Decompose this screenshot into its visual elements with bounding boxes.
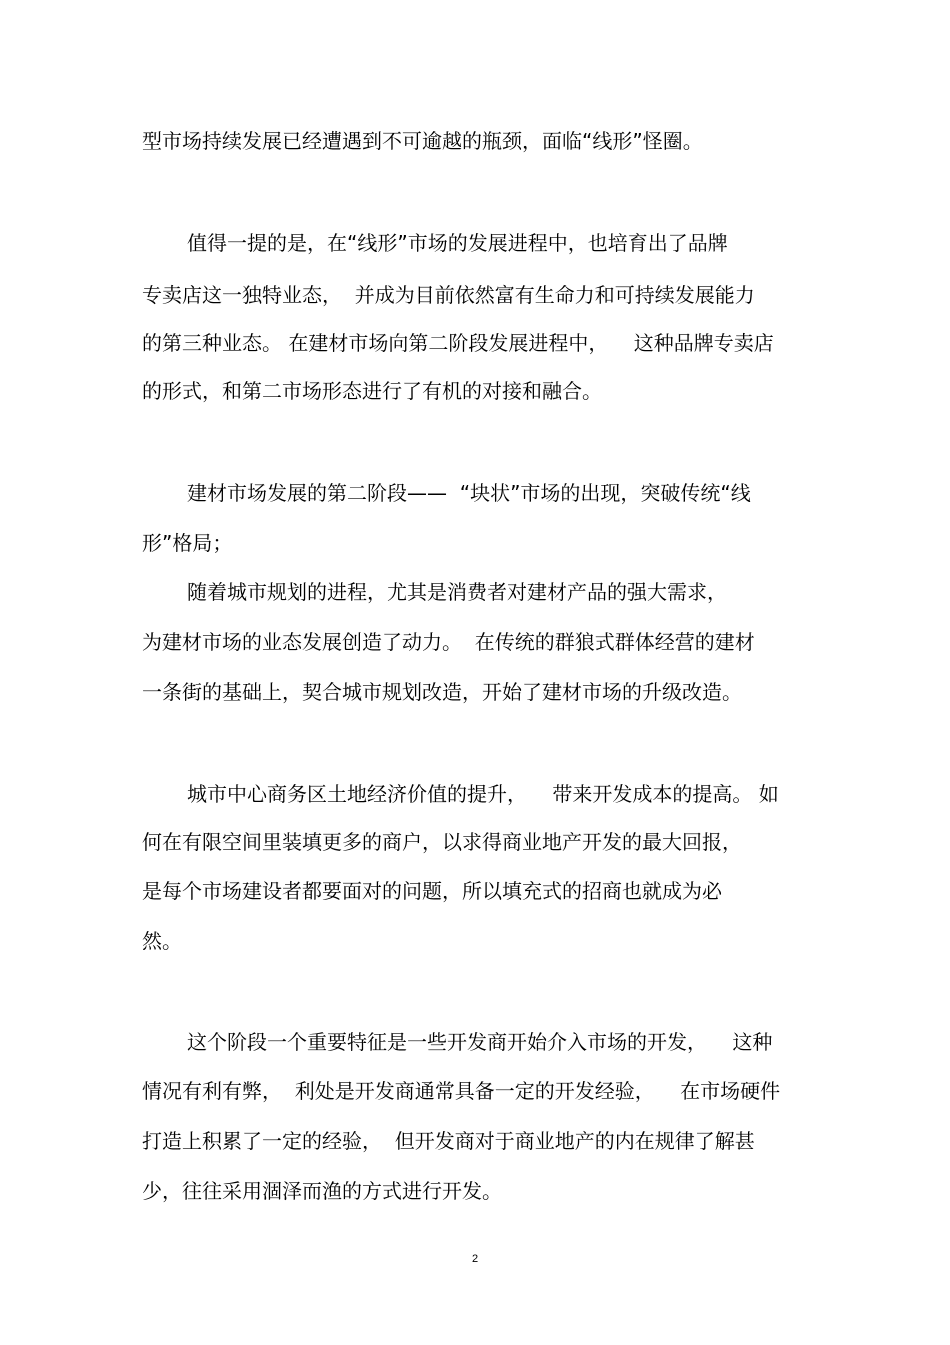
text-line: 随着城市规划的进程，尤其是消费者对建材产品的强大需求， [187,580,727,604]
text-line: 的第三种业态。 在建材市场向第二阶段发展进程中， 这种品牌专卖店 [142,331,774,355]
text-line: 的形式，和第二市场形态进行了有机的对接和融合。 [142,379,602,403]
text-line: 建材市场发展的第二阶段—— “块状”市场的出现，突破传统“线 [187,481,751,505]
text-line: 城市中心商务区土地经济价值的提升， 带来开发成本的提高。 如 [187,782,779,806]
text-line: 然。 [142,929,182,953]
text-line: 何在有限空间里装填更多的商户，以求得商业地产开发的最大回报， [142,830,742,854]
text-line: 情况有利有弊， 利处是开发商通常具备一定的开发经验， 在市场硬件 [142,1079,781,1103]
text-line: 为建材市场的业态发展创造了动力。 在传统的群狼式群体经营的建材 [142,630,755,654]
page-number: 2 [471,1253,479,1265]
text-line: 型市场持续发展已经遭遇到不可逾越的瓶颈，面临“线形”怪圈。 [142,129,703,153]
text-line: 是每个市场建设者都要面对的问题，所以填充式的招商也就成为必 [142,879,722,903]
text-line: 少，往往采用涸泽而渔的方式进行开发。 [142,1179,502,1203]
text-line: 专卖店这一独特业态， 并成为目前依然富有生命力和可持续发展能力 [142,283,755,307]
text-line: 值得一提的是，在“线形”市场的发展进程中，也培育出了品牌 [187,231,728,255]
text-line: 这个阶段一个重要特征是一些开发商开始介入市场的开发， 这种 [187,1030,773,1054]
text-line: 一条街的基础上，契合城市规划改造，开始了建材市场的升级改造。 [142,680,742,704]
text-line: 打造上积累了一定的经验， 但开发商对于商业地产的内在规律了解甚 [142,1129,755,1153]
text-line: 形”格局； [142,531,233,555]
